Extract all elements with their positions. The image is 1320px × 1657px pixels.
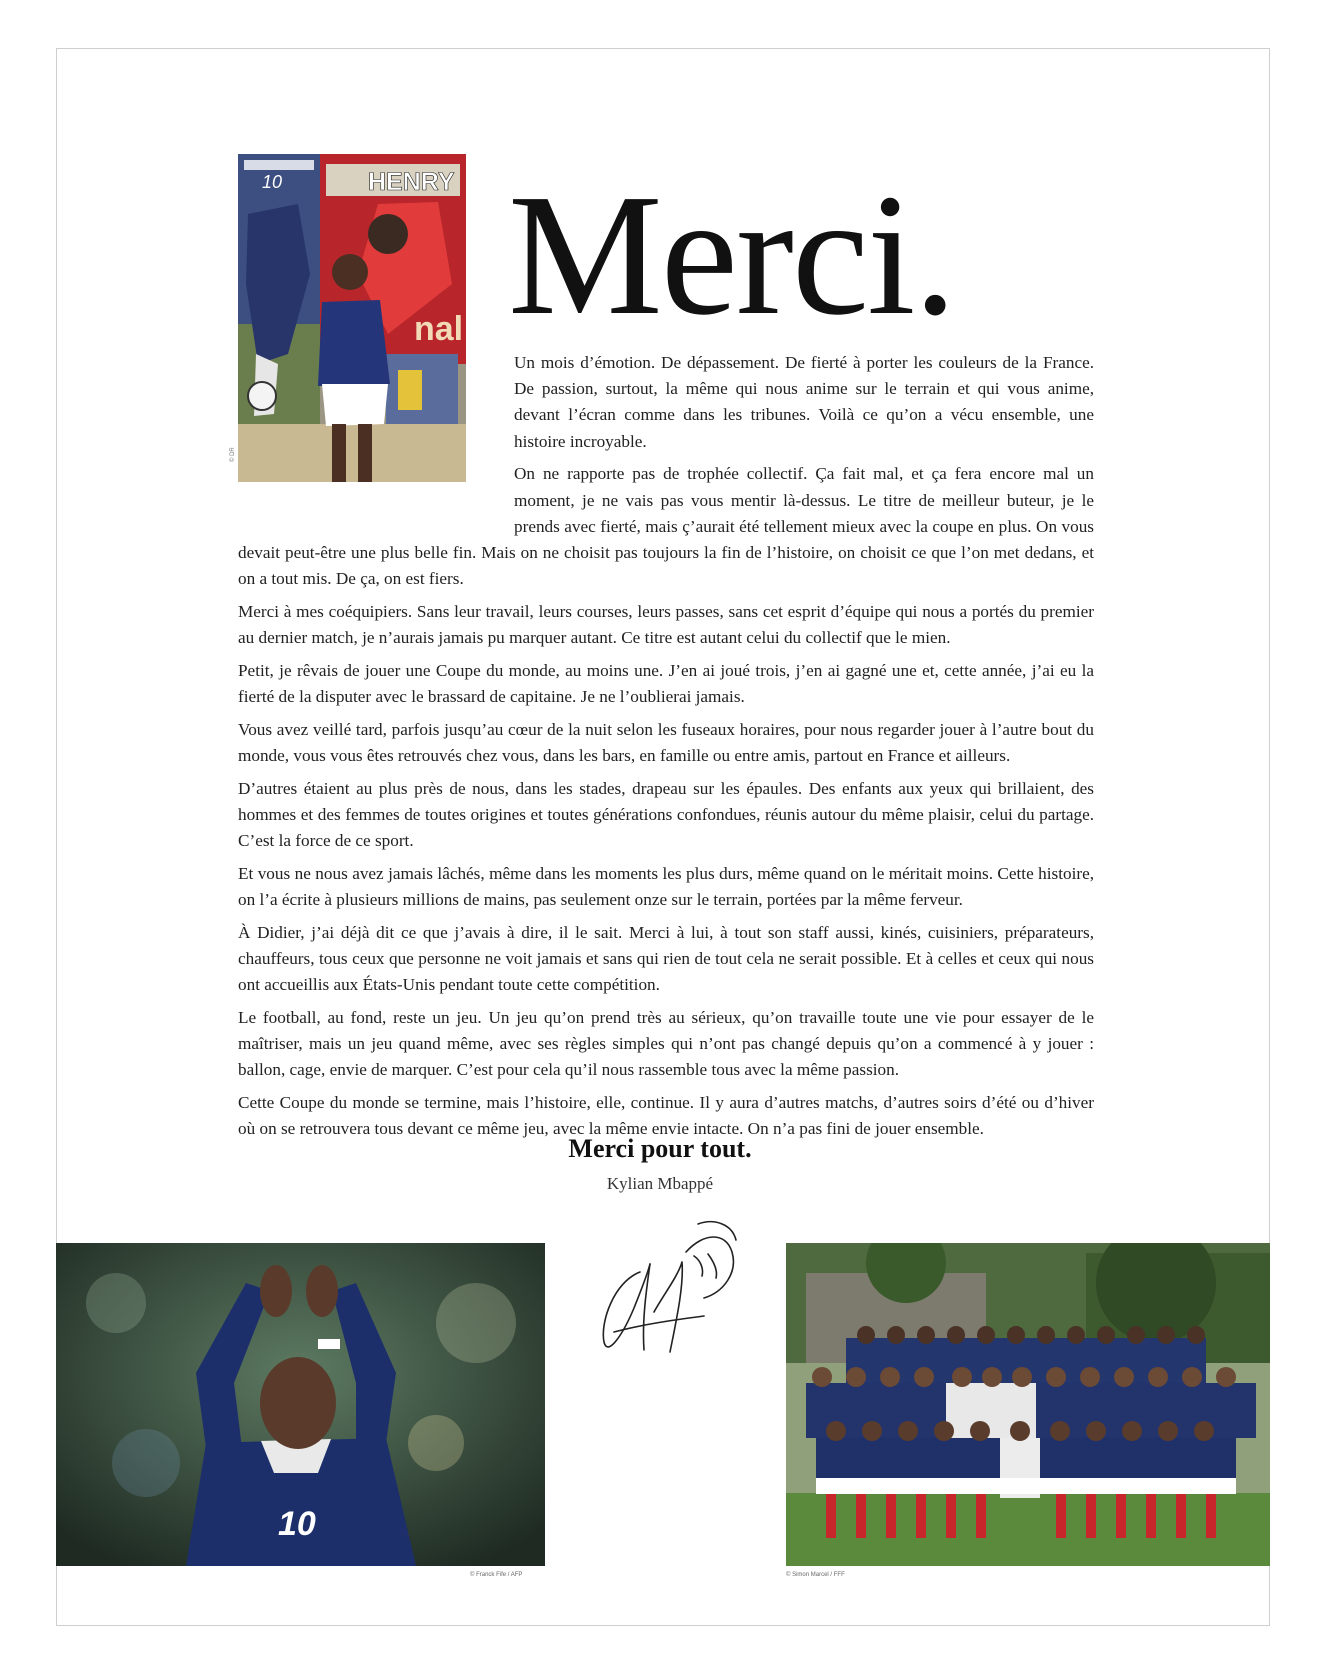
letter-body xyxy=(238,350,1094,1149)
photo-credit-left: © Franck Fife / AFP xyxy=(470,1572,523,1578)
paragraph: Vous avez veillé tard, parfois jusqu’au cœur de la nuit selon les fuseaux horaires, pour nous regarder jouer à l’autre bout du monde, vous vous êtes retrouvés chez vous, dans les bars, en famille ou entre amis, partout en France et ailleurs. xyxy=(238,719,1094,765)
team-photo xyxy=(786,1243,1270,1566)
closing-title: Merci pour tout. xyxy=(568,1134,752,1163)
poster-jersey-number: 10 xyxy=(262,172,283,192)
signature xyxy=(594,1212,742,1360)
paragraph: Cette Coupe du monde se termine, mais l’histoire, elle, continue. Il y aura d’autres matchs, d’autres soirs d’été ou d’hiver où on se retrouvera tous devant ce même jeu, avec la même envie intacte. On n’a pas fini de jouer ensemble. xyxy=(238,1092,1094,1138)
poster-fragment: nal xyxy=(414,310,464,348)
page-title: Merci. xyxy=(508,158,955,351)
player-applauding-photo xyxy=(56,1243,545,1566)
paragraph: Et vous ne nous avez jamais lâchés, même dans les moments les plus durs, même quand on le méritait moins. Cette histoire, on l’a écrite à plusieurs millions de mains, pas seulement onze sur le terrain, portées par la même ferveur. xyxy=(238,863,1094,909)
paragraph: Le football, au fond, reste un jeu. Un jeu qu’on prend très au sérieux, qu’on travaille toute une vie pour essayer de le maîtriser, mais un jeu quand même, avec ses règles simples qui n’ont pas changé depuis qu’on a commencé à y jouer : ballon, cage, envie de marquer. C’est pour cela qu’il nous rassemble tous avec la même passion. xyxy=(238,1007,1094,1080)
player-jersey-number: 10 xyxy=(278,1505,316,1543)
paragraph: On ne rapporte pas de trophée collectif. Ça fait mal, et ça fera encore mal un moment, je ne vais pas vous mentir là-dessus. Le titre de meilleur buteur, je le prends avec fierté, mais ç’aurait été tellement mieux avec la coupe en plus. On vous devait peut-être une plus belle fin. Mais on ne choisit pas toujours la fin de l’histoire, on choisit ce que l’on met dedans, et on a tout mis. De ça, on est fiers. xyxy=(238,464,1094,589)
paragraph: Merci à mes coéquipiers. Sans leur travail, leurs courses, leurs passes, sans cet esprit d’équipe qui nous a portés du premier au dernier match, je n’aurais jamais pu marquer autant. Ce titre est autant celui du collectif que le mien. xyxy=(238,601,1094,648)
paragraph: D’autres étaient au plus près de nous, dans les stades, drapeau sur les épaules. Des enfants aux yeux qui brillaient, des hommes et des femmes de toutes origines et toutes générations confondues, réunis autour du même plaisir, celui du partage. C’est la force de ce sport. xyxy=(238,778,1094,850)
paragraph: À Didier, j’ai déjà dit ce que j’avais à dire, il le sait. Merci à lui, à tout son staff aussi, kinés, cuisiniers, préparateurs, chauffeurs, tous ceux que personne ne voit jamais et sans qui rien de tout cela ne serait possible. Et à celles et ceux qui nous ont accueillis aux États-Unis pendant toute cette compétition. xyxy=(238,922,1094,994)
photo-credit-right: © Simon Marcel / FFF xyxy=(786,1572,845,1578)
paragraph: Un mois d’émotion. De dépassement. De fierté à porter les couleurs de la France. De passion, surtout, la même qui nous anime sur le terrain et qui vous anime, devant l’écran comme dans les tribunes. Voilà ce qu’on a vécu ensemble, une histoire incroyable. xyxy=(514,353,1094,451)
paragraph: Petit, je rêvais de jouer une Coupe du monde, au moins une. J’en ai joué trois, j’en ai gagné une et, cette année, j’ai eu la fierté de la disputer avec le brassard de capitaine. Je ne l’oublierai jamais. xyxy=(238,660,1094,706)
photo-float-space xyxy=(238,350,514,520)
author-name: Kylian Mbappé xyxy=(606,1174,714,1193)
child-photo-credit: © DR xyxy=(230,447,236,462)
poster-name: HENRY xyxy=(368,168,455,196)
